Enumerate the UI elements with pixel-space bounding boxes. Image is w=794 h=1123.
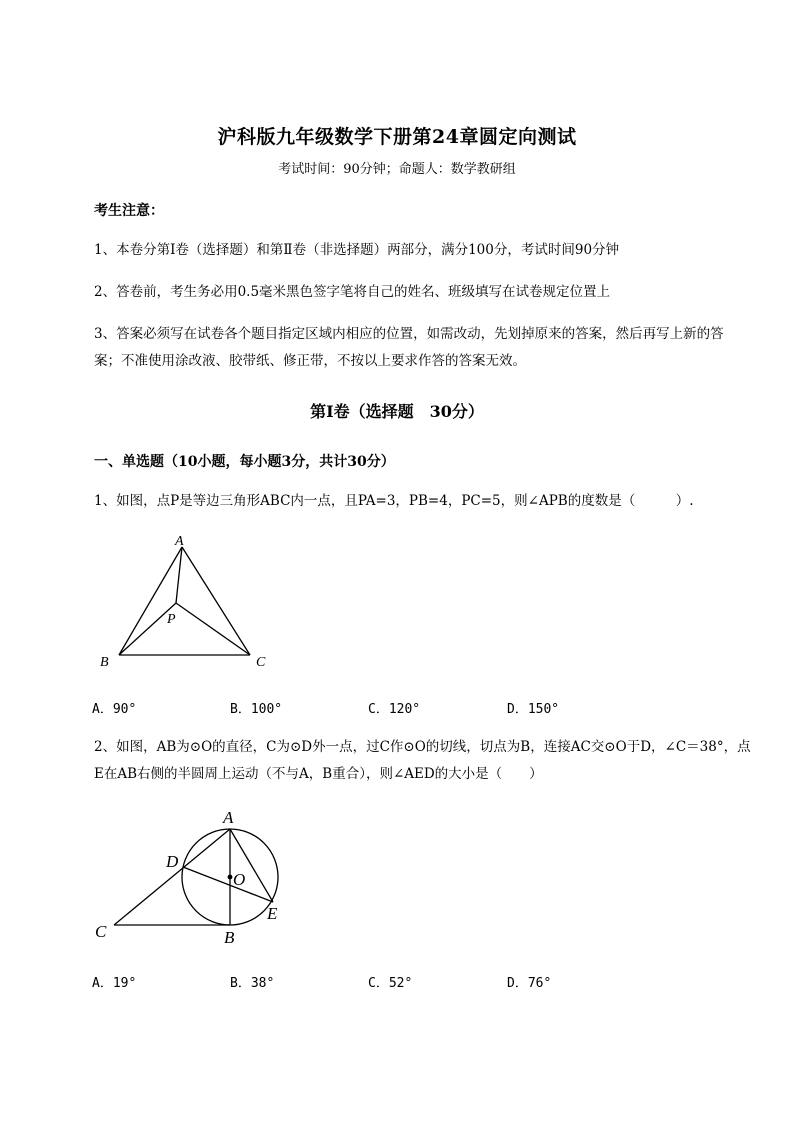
question-1-option-c[interactable]: C．120°	[368, 702, 421, 717]
notice-item-3: 3、答案必须写在试卷各个题目指定区域内相应的位置，如需改动，先划掉原来的答案，然后再写上新的答案；不准使用涂改液、胶带纸、修正带，不按以上要求作答的答案无效。	[94, 326, 724, 369]
question-2-option-b[interactable]: B．38°	[230, 976, 275, 991]
question-1-option-b[interactable]: B．100°	[230, 702, 283, 717]
question-1-text: 1、如图，点P是等边三角形ABC内一点，且PA=3，PB=4，PC=5，则∠APB的度数是（ ）.	[94, 493, 694, 509]
part-heading: 一、单选题（10小题，每小题3分，共计30分）	[94, 454, 395, 470]
point-p-label: P	[167, 612, 176, 627]
question-2-figure	[90, 805, 300, 950]
notice-item-1: 1、本卷分第Ⅰ卷（选择题）和第Ⅱ卷（非选择题）两部分，满分100分，考试时间90分钟	[94, 242, 620, 258]
point-c-label: C	[95, 922, 107, 941]
vertex-a-label: A	[175, 534, 184, 549]
point-b-label: B	[224, 928, 235, 947]
vertex-b-label: B	[100, 655, 109, 670]
question-2-option-a[interactable]: A．19°	[92, 976, 137, 991]
point-e-label: E	[267, 904, 278, 923]
question-2-option-d[interactable]: D．76°	[507, 976, 552, 991]
vertex-c-label: C	[256, 655, 266, 670]
exam-info: 考试时间：90分钟；命题人：数学教研组	[278, 162, 516, 177]
page-title: 沪科版九年级数学下册第24章圆定向测试	[217, 126, 577, 148]
question-1-figure	[94, 530, 294, 675]
point-d-label: D	[166, 852, 179, 871]
question-2-text: 2、如图，AB为⊙O的直径，C为⊙D外一点，过C作⊙O的切线，切点为B，连接AC交⊙O于D，∠C＝38°，点E在AB右侧的半圆周上运动（不与A，B重合），则∠AED的大小是（ ）	[94, 739, 751, 782]
question-1-option-a[interactable]: A．90°	[92, 702, 137, 717]
center-point	[228, 875, 233, 880]
section-title: 第Ⅰ卷（选择题 30分）	[310, 402, 484, 421]
question-1-option-d[interactable]: D．150°	[507, 702, 560, 717]
question-2-option-c[interactable]: C．52°	[368, 976, 413, 991]
center-o-label: O	[233, 870, 246, 889]
point-a-label: A	[223, 808, 234, 827]
notice-item-2: 2、答卷前，考生务必用0.5毫米黑色签字笔将自己的姓名、班级填写在试卷规定位置上	[94, 284, 611, 300]
notice-heading: 考生注意：	[94, 203, 164, 219]
